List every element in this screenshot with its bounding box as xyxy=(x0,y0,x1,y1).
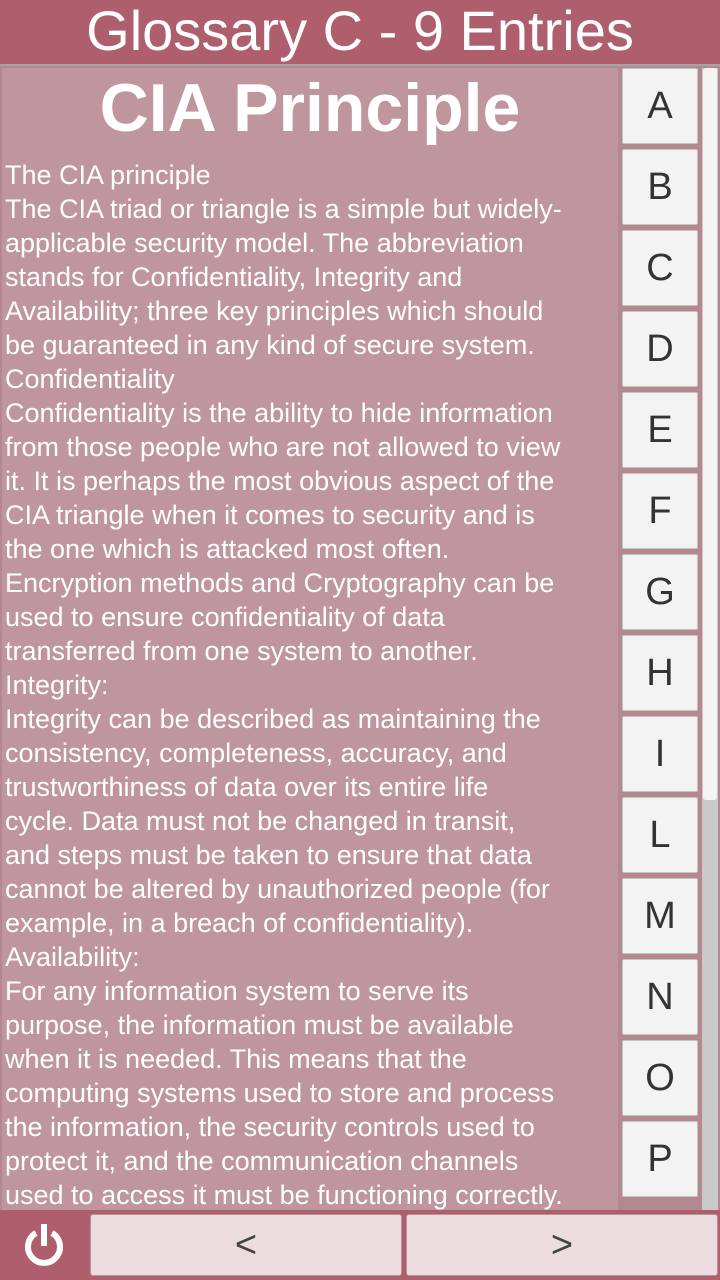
definition-line: Confidentiality is the ability to hide information xyxy=(5,398,553,428)
definition-line: computing systems used to store and process xyxy=(5,1078,555,1108)
scrollbar[interactable] xyxy=(702,68,718,1210)
definition-line: it. It is perhaps the most obvious aspect of the xyxy=(5,466,555,496)
definition-line: CIA triangle when it comes to security and is xyxy=(5,500,535,530)
letter-index[interactable] xyxy=(620,66,702,1210)
next-button[interactable]: > xyxy=(406,1214,718,1276)
definition-line: consistency, completeness, accuracy, and xyxy=(5,738,507,768)
definition-line: cannot be altered by unauthorized people (for xyxy=(5,874,550,904)
bottom-bar xyxy=(0,1210,720,1280)
power-icon xyxy=(19,1220,69,1270)
definition-line: protect it, and the communication channels xyxy=(5,1146,519,1176)
letter-button-e[interactable]: E xyxy=(622,392,698,468)
definition-line: used to ensure confidentiality of data xyxy=(5,602,445,632)
letter-button-g[interactable]: G xyxy=(622,554,698,630)
definition-line: be guaranteed in any kind of secure system. xyxy=(5,330,535,360)
letter-button-l[interactable]: L xyxy=(622,797,698,873)
definition-text xyxy=(5,158,617,1210)
definition-line: example, in a breach of confidentiality). xyxy=(5,908,474,938)
definition-line: purpose, the information must be available xyxy=(5,1010,514,1040)
definition-line: the information, the security controls used to xyxy=(5,1112,535,1142)
definition-line: The CIA principle xyxy=(5,160,211,190)
definition-line: The CIA triad or triangle is a simple but widely- xyxy=(5,194,562,224)
letter-button-a[interactable]: A xyxy=(622,68,698,144)
definition-line: and steps must be taken to ensure that data xyxy=(5,840,532,870)
letter-button-i[interactable]: I xyxy=(622,716,698,792)
definition-line: Availability: xyxy=(5,942,140,972)
definition-line: transferred from one system to another. xyxy=(5,636,478,666)
entry-content[interactable] xyxy=(2,68,618,1210)
definition-line: from those people who are not allowed to view xyxy=(5,432,561,462)
definition-line: For any information system to serve its xyxy=(5,976,469,1006)
term-heading: CIA Principle xyxy=(99,70,521,146)
definition-line: when it is needed. This means that the xyxy=(5,1044,467,1074)
letter-button-p[interactable]: P xyxy=(622,1121,698,1197)
definition-line: Confidentiality xyxy=(5,364,175,394)
definition-line: Integrity: xyxy=(5,670,109,700)
letter-button-h[interactable]: H xyxy=(622,635,698,711)
scrollbar-thumb[interactable] xyxy=(703,68,717,800)
definition-line: Availability; three key principles which should xyxy=(5,296,544,326)
definition-line: stands for Confidentiality, Integrity and xyxy=(5,262,463,292)
letter-button-m[interactable]: M xyxy=(622,878,698,954)
definition-line: trustworthiness of data over its entire life xyxy=(5,772,489,802)
definition-line: the one which is attacked most often. xyxy=(5,534,450,564)
previous-button[interactable]: < xyxy=(90,1214,402,1276)
definition-line: Integrity can be described as maintaining the xyxy=(5,704,541,734)
letter-button-c[interactable]: C xyxy=(622,230,698,306)
letter-button-d[interactable]: D xyxy=(622,311,698,387)
definition-line: Encryption methods and Cryptography can be xyxy=(5,568,555,598)
letter-button-f[interactable]: F xyxy=(622,473,698,549)
letter-button-n[interactable]: N xyxy=(622,959,698,1035)
power-button[interactable] xyxy=(0,1210,88,1280)
page-title: Glossary C - 9 Entries xyxy=(86,0,634,62)
definition-line: used to access it must be functioning correctly. xyxy=(5,1180,563,1210)
definition-line: applicable security model. The abbreviation xyxy=(5,228,524,258)
definition-line: cycle. Data must not be changed in transit, xyxy=(5,806,516,836)
letter-button-o[interactable]: O xyxy=(622,1040,698,1116)
letter-button-b[interactable]: B xyxy=(622,149,698,225)
title-bar xyxy=(0,0,720,66)
